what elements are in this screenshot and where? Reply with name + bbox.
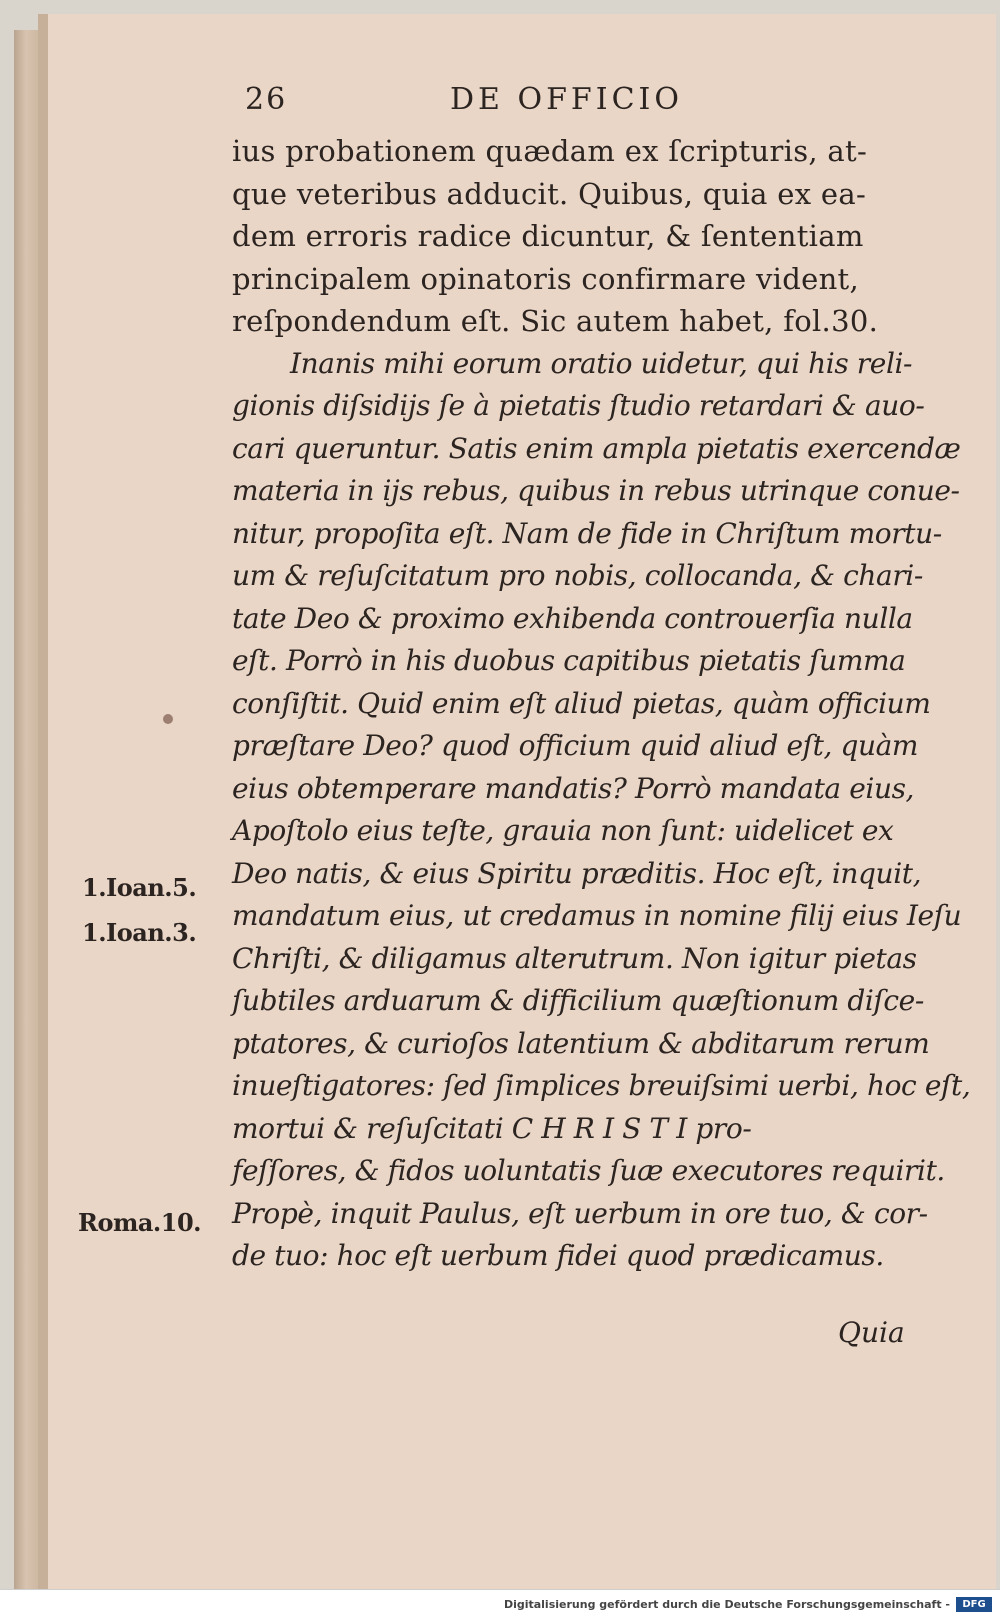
text-line: mandatum eius, ut credamus in nomine filij eius Ieſu [232,899,962,932]
marginal-note: 1.Ioan.5. [82,873,197,902]
text-line: eſt. Porrò in his duobus capitibus pietatis ſumma [232,644,906,677]
page-header [245,82,695,124]
text-line: que veteribus adducit. Quibus, quia ex ea- [232,176,867,211]
text-line: præſtare Deo? quod officium quid aliud eſt, quàm [232,729,919,762]
footer-bar [0,1589,1000,1620]
text-line: mortui & reſuſcitati C H R I S T I pro- [232,1111,752,1145]
text-line: inueſtigatores: ſed ſimplices breuiſsimi uerbi, hoc eſt, [232,1069,971,1102]
text-line: reſpondendum eſt. Sic autem habet, fol.30. [232,304,879,338]
text-line: ius probationem quædam ex ſcripturis, at- [232,134,868,168]
text-line: nitur, propoſita eſt. Nam de fide in Chriſtum mortu- [232,516,942,550]
text-line: Propè, inquit Paulus, eſt uerbum in ore tuo, & cor- [232,1196,928,1230]
text-line: principalem opinatoris confirmare vident, [232,261,860,296]
ink-speck [163,714,173,724]
text-line: feſſores, & fidos uoluntatis ſuæ executores requirit. [232,1154,945,1187]
text-line: de tuo: hoc eſt uerbum fidei quod prædicamus. [232,1239,884,1272]
text-line: Inanis mihi eorum oratio uidetur, qui his reli- [290,346,913,380]
text-line: Deo natis, & eius Spiritu præditis. Hoc eſt, inquit, [232,856,922,890]
text-line: conſiſtit. Quid enim eſt aliud pietas, quàm officium [232,686,931,720]
text-line: ptatores, & curioſos latentium & abditarum rerum [232,1026,930,1060]
catchword: Quia [838,1316,905,1349]
footer-credit: Digitalisierung gefördert durch die Deutsche Forschungsgemeinschaft - [503,1598,950,1611]
running-title: DE OFFICIO [450,82,683,117]
dfg-logo: DFG [956,1597,992,1612]
text-line: materia in ijs rebus, quibus in rebus utrinque conue- [232,474,960,507]
marginal-note: 1.Ioan.3. [82,918,197,947]
text-line: cari queruntur. Satis enim ampla pietatis exercendæ [232,431,961,465]
text-line: eius obtemperare mandatis? Porrò mandata eius, [232,771,915,805]
marginal-note: Roma.10. [78,1208,202,1237]
text-line: Chriſti, & diligamus alterutrum. Non igitur pietas [232,941,917,975]
text-line: Apoſtolo eius teſte, grauia non ſunt: uidelicet ex [232,814,894,847]
text-line: dem erroris radice dicuntur, & ſententiam [232,219,864,253]
page-number: 26 [245,82,288,117]
text-line: um & reſuſcitatum pro nobis, collocanda, & chari- [232,559,923,592]
text-line: gionis diſsidijs ſe à pietatis ſtudio retardari & auo- [232,389,925,422]
text-line: tate Deo & proximo exhibenda controuerſia nulla [232,601,913,635]
text-line: ſubtiles arduarum & difficilium quæſtionum diſce- [232,984,924,1017]
body-text [232,130,971,1278]
